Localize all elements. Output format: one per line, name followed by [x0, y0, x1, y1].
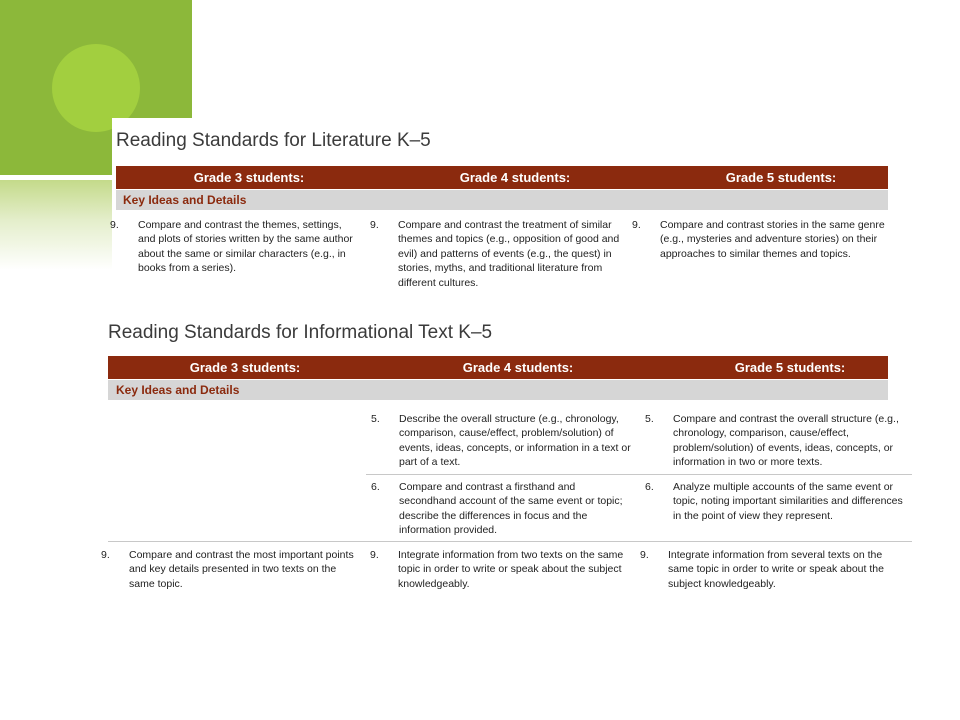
standard-number: 6.	[371, 481, 380, 493]
row-divider	[108, 541, 912, 542]
standard-text: Compare and contrast the most important points and key details presented in two texts on the same topic.	[129, 549, 354, 590]
literature-grade4-standard9	[370, 218, 624, 290]
informational-header-grade3: Grade 3 students:	[189, 360, 301, 375]
informational-header-grade4: Grade 4 students:	[462, 360, 574, 375]
informational-grade5-standard9	[640, 548, 902, 591]
informational-subheader: Key Ideas and Details	[116, 383, 240, 397]
informational-grade5-standard5	[645, 412, 910, 470]
standard-text: Describe the overall structure (e.g., chronology, comparison, cause/effect, problem/solution) of events, ideas, concepts, or information in a text or part of a text.	[399, 413, 631, 469]
standard-number: 6.	[645, 481, 654, 493]
standard-number: 9.	[101, 549, 110, 561]
informational-grade4-standard6	[371, 480, 633, 538]
standard-number: 9.	[632, 219, 641, 231]
informational-grade3-standard9	[101, 548, 363, 591]
informational-grade4-standard9	[370, 548, 632, 591]
standard-text: Compare and contrast stories in the same genre (e.g., mysteries and adventure stories) on their approaches to similar themes and topics.	[660, 219, 885, 260]
informational-grade5-standard6	[645, 480, 910, 523]
standard-number: 5.	[645, 413, 654, 425]
literature-subheader: Key Ideas and Details	[123, 193, 247, 207]
row-divider	[366, 474, 912, 475]
literature-header-grade3: Grade 3 students:	[193, 170, 305, 185]
standard-number: 9.	[370, 219, 379, 231]
standard-text: Compare and contrast a firsthand and secondhand account of the same event or topic; describe the differences in focus and the information provided.	[399, 481, 623, 537]
standard-text: Analyze multiple accounts of the same event or topic, noting important similarities and differences in the point of view they represent.	[673, 481, 903, 522]
literature-grade3-standard9	[110, 218, 360, 276]
standard-text: Integrate information from several texts on the same topic in order to write or speak about the subject knowledgeably.	[668, 549, 884, 590]
literature-title: Reading Standards for Literature K–5	[116, 130, 431, 151]
standard-number: 5.	[371, 413, 380, 425]
literature-grade5-standard9	[632, 218, 892, 261]
standard-text: Compare and contrast the treatment of similar themes and topics (e.g., opposition of good and evil) and patterns of events (e.g., the quest) in stories, myths, and traditional literature from different cultures.	[398, 219, 620, 289]
standard-text: Compare and contrast the overall structure (e.g., chronology, comparison, cause/effect, problem/solution) of events, ideas, concepts, or information in two or more texts.	[673, 413, 899, 469]
standard-number: 9.	[640, 549, 649, 561]
literature-header-grade5: Grade 5 students:	[725, 170, 837, 185]
informational-grade4-standard5	[371, 412, 633, 470]
standard-number: 9.	[370, 549, 379, 561]
literature-header-grade4: Grade 4 students:	[459, 170, 571, 185]
standard-number: 9.	[110, 219, 119, 231]
standard-text: Compare and contrast the themes, settings, and plots of stories written by the same author about the same or similar characters (e.g., in books from a series).	[138, 219, 353, 275]
informational-header-grade5: Grade 5 students:	[734, 360, 846, 375]
informational-title: Reading Standards for Informational Text K–5	[108, 322, 493, 343]
standard-text: Integrate information from two texts on the same topic in order to write or speak about the subject knowledgeably.	[398, 549, 624, 590]
